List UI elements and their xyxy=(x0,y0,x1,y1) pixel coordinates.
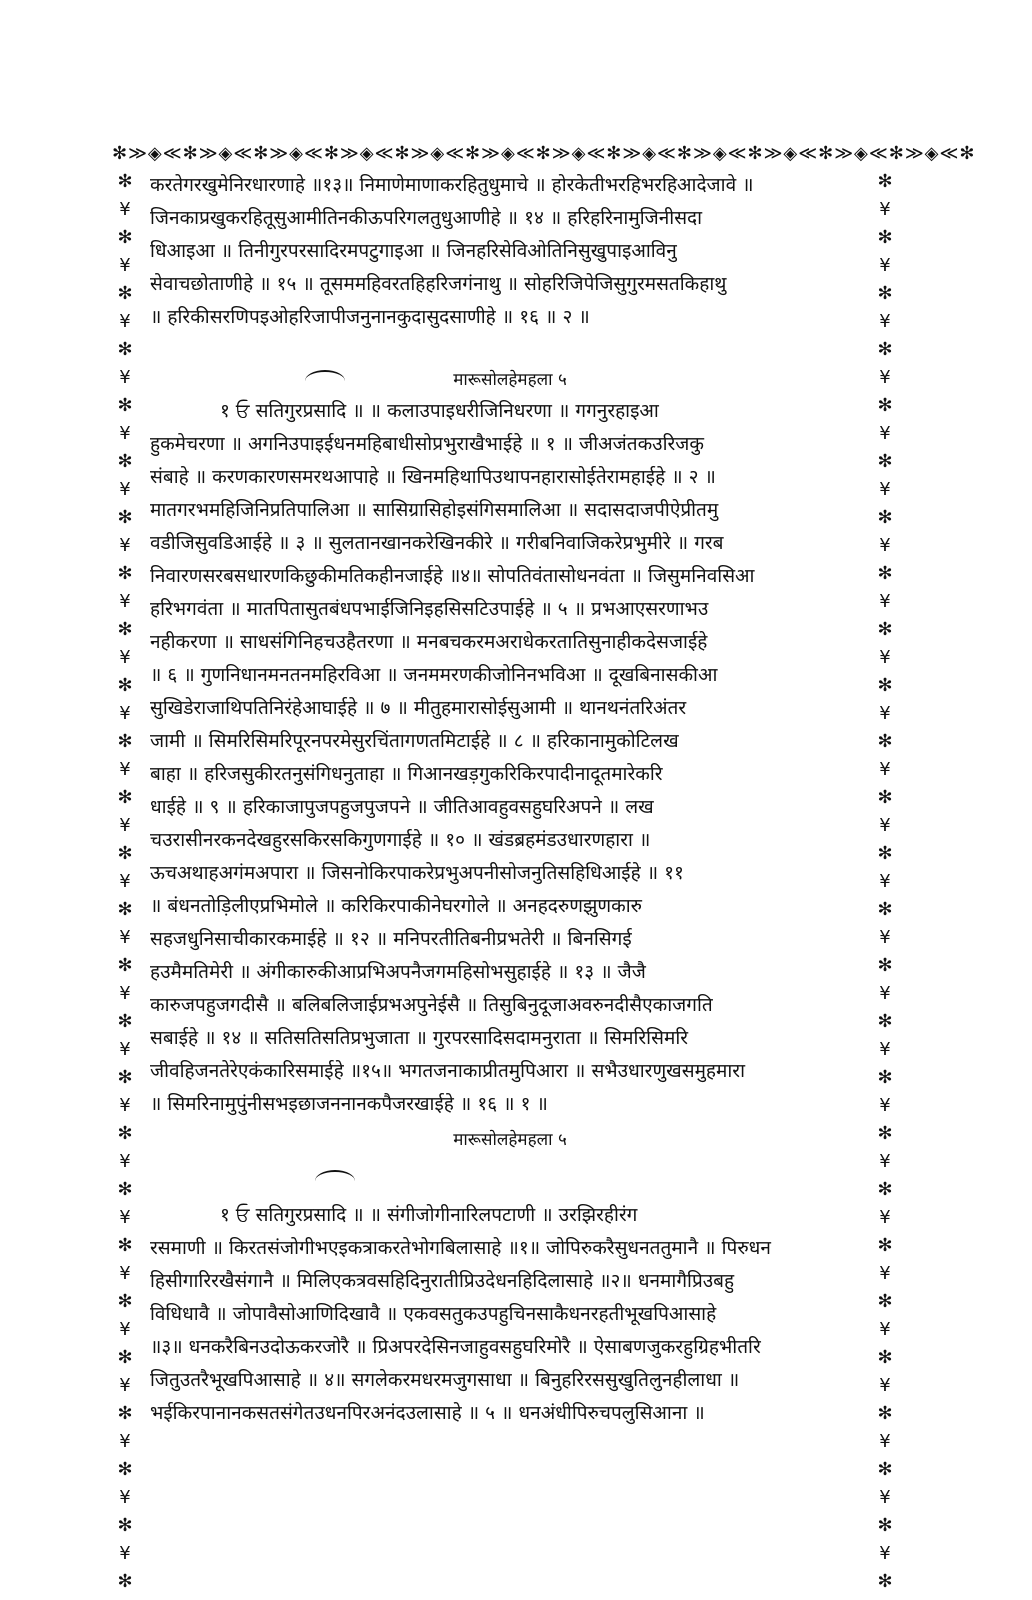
text-line: ॥ ६ ॥ गुणनिधानमनतनमहिरविआ ॥ जनममरणकीजोनिनभविआ ॥ दूखबिनासकीआ xyxy=(150,664,718,686)
text-line: वडीजिसुवडिआईहे ॥ ३ ॥ सुलतानखानकरेखिनकीरे ॥ गरीबनिवाजिकरेप्रभुमीरे ॥ गरब xyxy=(150,532,724,554)
text-line: १ ਓ सतिगुरप्रसादि ॥ ॥ संगीजोगीनारिलपटाणी ॥ उरझिरहीरंग xyxy=(220,1204,638,1226)
text-line: भईकिरपानानकसतसंगेतउधनपिरअनंदउलासाहे ॥ ५ ॥ धनअंधीपिरुचपलुसिआना ॥ xyxy=(150,1402,705,1424)
text-line: ॥ बंधनतोड़िलीएप्रभिमोले ॥ करिकिरपाकीनेघरगोले ॥ अनहदरुणझुणकारु xyxy=(150,895,642,917)
section-heading: मारूसोलहेमहला ५ xyxy=(453,1130,567,1150)
text-line: विधिधावै ॥ जोपावैसोआणिदिखावै ॥ एकवसतुकउपहुचिनसाकैधनरहतीभूखपिआसाहे xyxy=(150,1303,717,1325)
text-line: सहजधुनिसाचीकारकमाईहे ॥ १२ ॥ मनिपरतीतिबनीप्रभतेरी ॥ बिनसिगई xyxy=(150,928,632,950)
text-line: संबाहे ॥ करणकारणसमरथआपाहे ॥ खिनमहिथापिउथापनहारासोईतेरामहाईहे ॥ २ ॥ xyxy=(150,466,716,488)
text-line: हुकमेचरणा ॥ अगनिउपाइईधनमहिबाधीसोप्रभुराखैभाईहे ॥ १ ॥ जीअजंतकउरिजकु xyxy=(150,433,704,455)
text-line: जितुउतरैभूखपिआसाहे ॥ ४॥ सगलेकरमधरमजुगसाधा ॥ बिनुहरिरससुखुतिलुनहीलाधा ॥ xyxy=(150,1369,740,1391)
text-line: ॥३॥ धनकरैबिनउदोऊकरजोरै ॥ प्रिअपरदेसिनजाहुवसहुघरिमोरै ॥ ऐसाबणजुकरहुग्रिहभीतरि xyxy=(150,1336,761,1358)
mool-arc-mark xyxy=(315,1170,355,1192)
text-line: १ ਓ सतिगुरप्रसादि ॥ ॥ कलाउपाइधरीजिनिधरणा ॥ गगनुरहाइआ xyxy=(220,400,659,422)
text-line: सेवाचछोताणीहे ॥ १५ ॥ तूसममहिवरतहिहरिजगंनाथु ॥ सोहरिजिपेजिसुगुरमसतकिहाथु xyxy=(150,273,727,295)
text-line: करतेगरखुमेनिरधारणाहे ॥१३॥ निमाणेमाणाकरहितुधुमाचे ॥ होरकेतीभरहिभरहिआदेजावे ॥ xyxy=(150,174,754,196)
text-line: चउरासीनरकनदेखहुरसकिरसकिगुणगाईहे ॥ १० ॥ खंडब्रहमंडउधारणहारा ॥ xyxy=(150,829,651,851)
text-line: जिनकाप्रखुकरहितूसुआमीतिनकीऊपरिगलतुधुआणीहे ॥ १४ ॥ हरिहरिनामुजिनीसदा xyxy=(150,207,703,229)
text-line: धाईहे ॥ ९ ॥ हरिकाजापुजपहुजपुजपने ॥ जीतिआवहुवसहुघरिअपने ॥ लख xyxy=(150,796,654,818)
text-line: नहीकरणा ॥ साधसंगिनिहचउहैतरणा ॥ मनबचकरमअराधेकरतातिसुनाहीकदेसजाईहे xyxy=(150,631,708,653)
text-line: मातगरभमहिजिनिप्रतिपालिआ ॥ सासिग्रासिहोइसंगिसमालिआ ॥ सदासदाजपीऐप्रीतमु xyxy=(150,499,719,521)
text-line: हउमैमतिमेरी ॥ अंगीकारुकीआप्रभिअपनैजगमहिसोभसुहाईहे ॥ १३ ॥ जैजै xyxy=(150,961,646,983)
section-heading: मारूसोलहेमहला ५ xyxy=(453,370,567,390)
ornamental-border-right: ✻ ¥ ✻ ¥ ✻ ¥ ✻ ¥ ✻ ¥ ✻ ¥ ✻ ¥ ✻ ¥ ✻ ¥ ✻ ¥ ✻ ¥ ✻ ¥ ✻ ¥ ✻ ¥ ✻ ¥ ✻ ¥ ✻ ¥ ✻ ¥ ✻ ¥ ✻ ¥ ✻ ¥ ✻ ¥ ✻ ¥ ✻ ¥ ✻ ¥ ✻ xyxy=(877,171,893,1592)
text-line: धिआइआ ॥ तिनीगुरपरसादिरमपटुगाइआ ॥ जिनहरिसेविओतिनिसुखुपाइआविनु xyxy=(150,240,677,262)
text-line: कारुजपहुजगदीसै ॥ बलिबलिजाईप्रभअपुनेईसै ॥ तिसुबिनुदूजाअवरुनदीसैएकाजगति xyxy=(150,994,713,1016)
mool-arc-mark xyxy=(305,370,345,392)
text-line: ॥ सिमरिनामुपुंनीसभइछाजननानकपैजरखाईहे ॥ १६ ॥ १ ॥ xyxy=(150,1093,548,1115)
text-line: बाहा ॥ हरिजसुकीरतनुसंगिधनुताहा ॥ गिआनखड़गुकरिकिरपादीनादूतमारेकरि xyxy=(150,763,663,785)
text-line: सुखिडेराजाथिपतिनिरंहेआघाईहे ॥ ७ ॥ मीतुहमारासोईसुआमी ॥ थानथनंतरिअंतर xyxy=(150,697,687,719)
text-line: रसमाणी ॥ किरतसंजोगीभएइकत्राकरतेभोगबिलासाहे ॥१॥ जोपिरुकरैसुधनततुमानै ॥ पिरुधन xyxy=(150,1237,771,1259)
text-line: जामी ॥ सिमरिसिमरिपूरनपरमेसुरचिंतागणतमिटाईहे ॥ ८ ॥ हरिकानामुकोटिलख xyxy=(150,730,679,752)
text-line: हिसीगारिरखैसंगानै ॥ मिलिएकत्रवसहिदिनुरातीप्रिउदेधनहिदिलासाहे ॥२॥ धनमागैप्रिउबहु xyxy=(150,1270,735,1292)
text-line: हरिभगवंता ॥ मातपितासुतबंधपभाईजिनिइहसिसटिउपाईहे ॥ ५ ॥ प्रभआएसरणाभउ xyxy=(150,598,709,620)
text-line: निवारणसरबसधारणकिछुकीमतिकहीनजाईहे ॥४॥ सोपतिवंतासोधनवंता ॥ जिसुमनिवसिआ xyxy=(150,565,755,587)
text-line xyxy=(150,1431,870,1461)
ornamental-border-left: ✻ ¥ ✻ ¥ ✻ ¥ ✻ ¥ ✻ ¥ ✻ ¥ ✻ ¥ ✻ ¥ ✻ ¥ ✻ ¥ ✻ ¥ ✻ ¥ ✻ ¥ ✻ ¥ ✻ ¥ ✻ ¥ ✻ ¥ ✻ ¥ ✻ ¥ ✻ ¥ ✻ ¥ ✻ ¥ ✻ ¥ ✻ ¥ ✻ ¥ ✻ xyxy=(117,171,133,1592)
text-line: जीवहिजनतेरेएकंकारिसमाईहे ॥१५॥ भगतजनाकाप्रीतमुपिआरा ॥ सभैउधारणुखसमुहमारा xyxy=(150,1060,745,1082)
text-line: सबाईहे ॥ १४ ॥ सतिसतिसतिप्रभुजाता ॥ गुरपरसादिसदामनुराता ॥ सिमरिसिमरि xyxy=(150,1027,689,1049)
text-line: ॥ हरिकीसरणिपइओहरिजापीजनुनानकुदासुदसाणीहे ॥ १६ ॥ २ ॥ xyxy=(150,306,590,328)
text-line: ऊचअथाहअगंमअपारा ॥ जिसनोकिरपाकरेप्रभुअपनीसोजनुतिसहिधिआईहे ॥ ११ xyxy=(150,862,684,884)
ornamental-border-top: ✻≫◈≪✻≫◈≪✻≫◈≪✻≫◈≪✻≫◈≪✻≫◈≪✻≫◈≪✻≫◈≪✻≫◈≪✻≫◈≪✻≫◈≪✻≫◈≪✻ xyxy=(112,143,976,164)
